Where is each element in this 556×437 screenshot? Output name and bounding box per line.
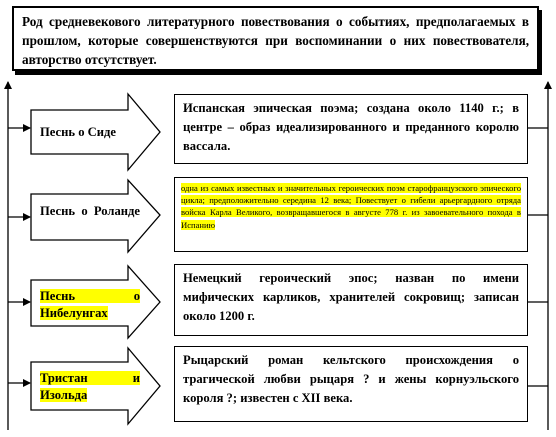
- title-roland: Песнь о Роланде: [40, 204, 140, 218]
- title-nibelungen: Песнь о Нибелунгах: [40, 289, 140, 320]
- description-tristan: Рыцарский роман кельтского происхождения о трагической любви рыцаря ? и жены корнуэльского короля ?; известен с XII века.: [174, 346, 528, 422]
- title-cid: Песнь о Сиде: [40, 125, 116, 139]
- description-nibelungen: Немецкий героический эпос; назван по имени мифических карликов, хранителей сокровищ; записан около 1200 г.: [174, 264, 528, 336]
- description-cid: Испанская эпическая поэма; создана около 1140 г.; в центре – образ идеализированного и преданного королю вассала.: [174, 94, 528, 164]
- definition-box: [12, 6, 539, 71]
- definition-text: Род средневекового литературного повествования о событиях, предполагаемых в прошлом, которые совершенствуются при воспоминании о них повествователя, авторство отсутствует.: [22, 14, 529, 67]
- description-roland: одна из самых известных и значительных героических поэм старофранцузского эпического цикла; предположительно середина 12 века; Повествует о гибели арьергардного отряда войска Карла Великого, возвращавшегося в августе 778 г. из завоевательного похода в Испанию: [174, 177, 528, 252]
- title-tristan: Тристан и Изольда: [40, 371, 140, 402]
